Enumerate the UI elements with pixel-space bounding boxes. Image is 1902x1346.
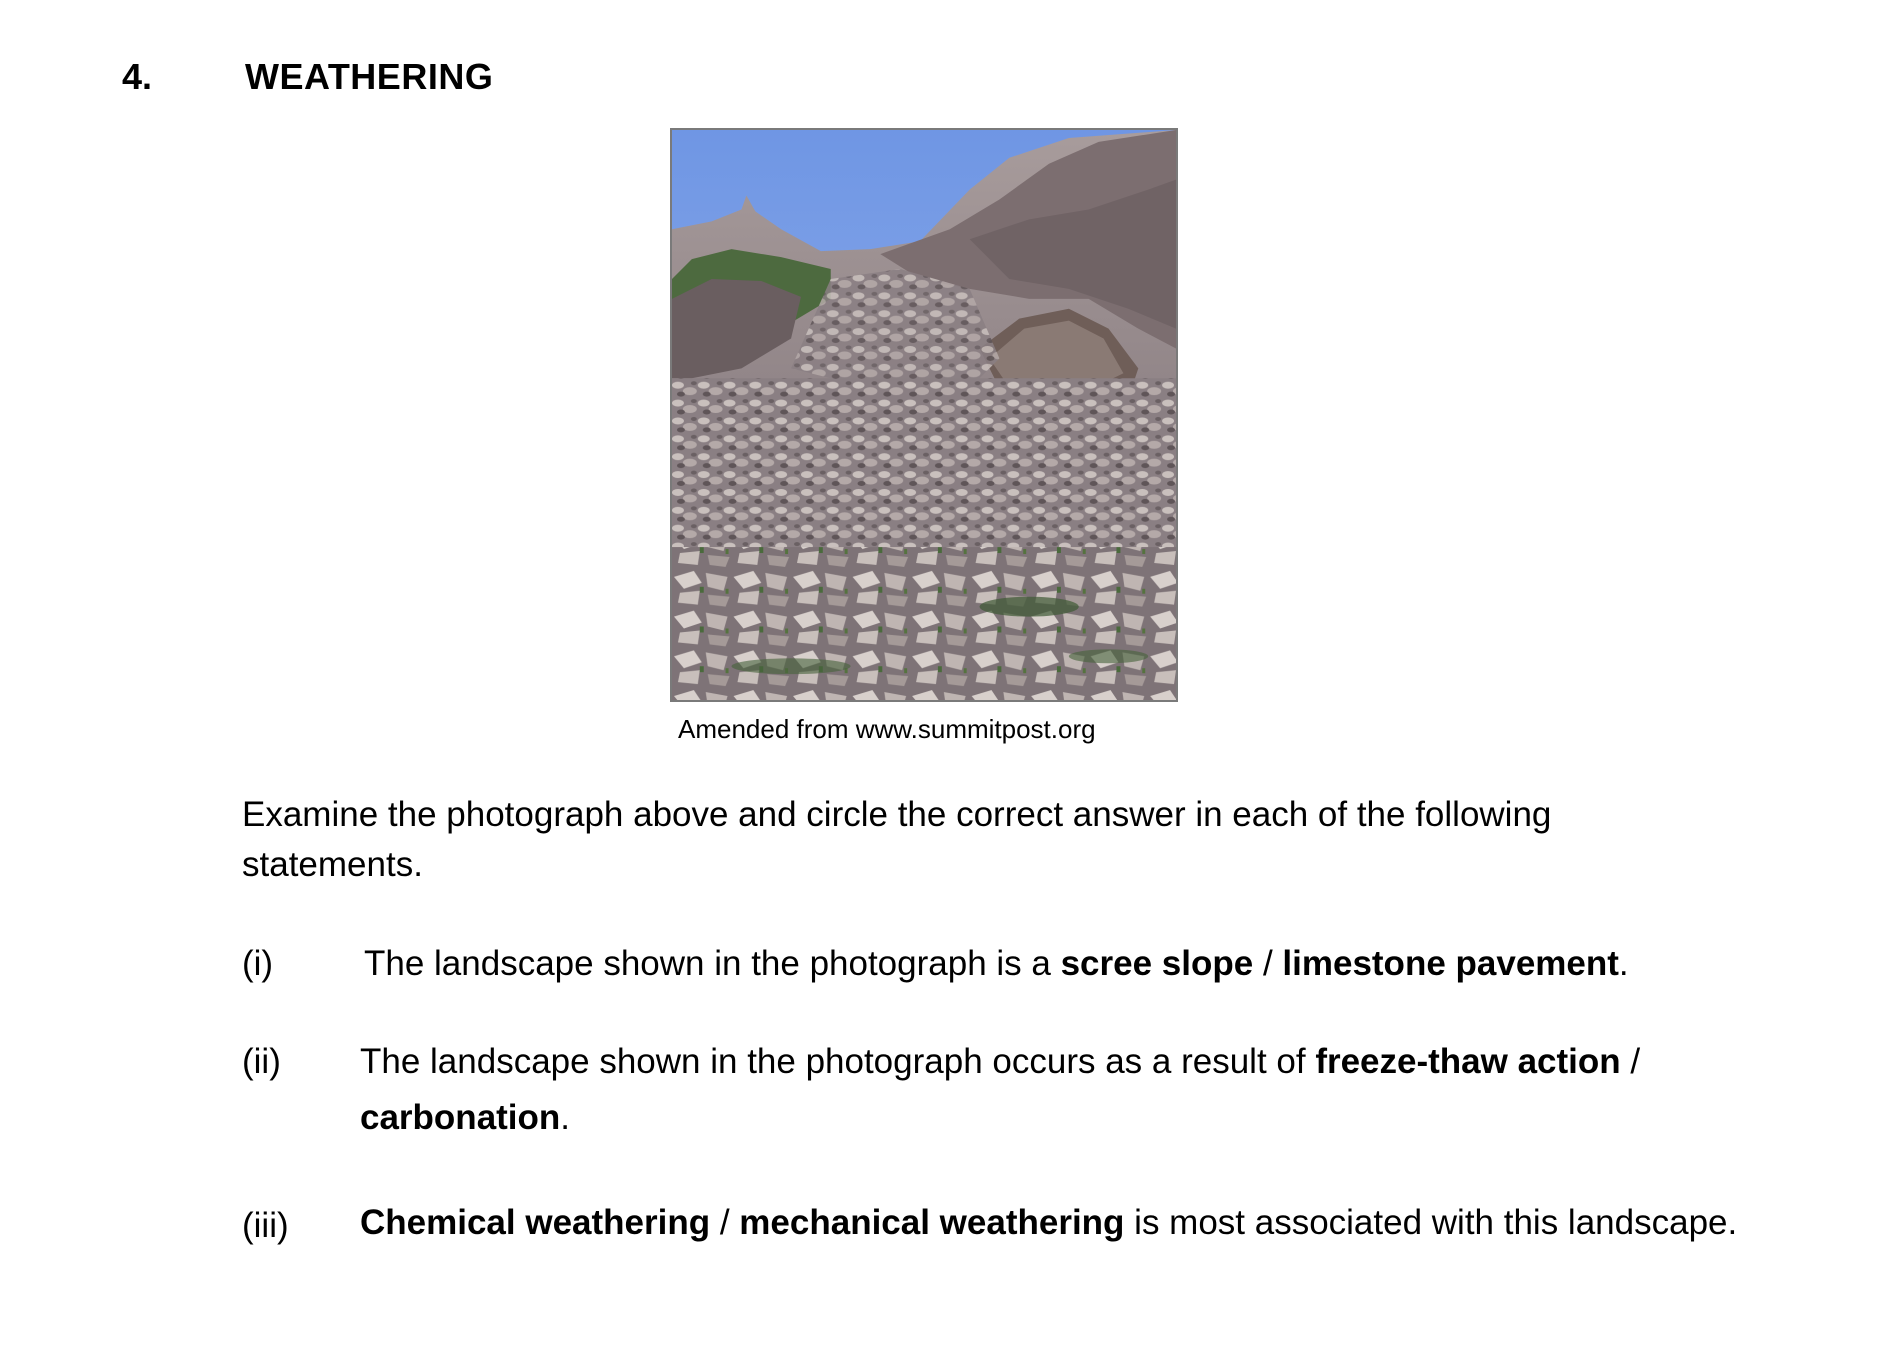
question-title: WEATHERING (245, 56, 494, 97)
answer-option-mechanical-weathering[interactable]: mechanical weathering (739, 1203, 1125, 1242)
statement-text (364, 936, 1744, 992)
answer-option-limestone-pavement[interactable]: limestone pavement (1282, 944, 1619, 983)
statement-suffix: is most associated with this landscape. (1124, 1203, 1738, 1242)
instructions-text: Examine the photograph above and circle the correct answer in each of the following statements. (242, 795, 1552, 884)
option-separator: / (1253, 944, 1283, 983)
question-number: 4. (122, 56, 153, 97)
statement-prefix: The landscape shown in the photograph occurs as a result of (360, 1042, 1316, 1081)
scree-slope-photo (670, 128, 1178, 702)
scree-slope-photo-icon (672, 130, 1176, 700)
statement-text (360, 1198, 1740, 1248)
statement-suffix: . (1618, 944, 1629, 983)
statement-suffix: . (560, 1098, 571, 1137)
statement-prefix: The landscape shown in the photograph is a (364, 944, 1061, 983)
option-separator: / (710, 1203, 740, 1242)
statement-text (360, 1034, 1740, 1146)
statement-number: (iii) (242, 1206, 289, 1245)
answer-option-carbonation[interactable]: carbonation (360, 1098, 561, 1137)
answer-option-scree-slope[interactable]: scree slope (1060, 944, 1254, 983)
photo-caption: Amended from www.summitpost.org (678, 714, 1096, 744)
answer-option-freeze-thaw-action[interactable]: freeze-thaw action (1315, 1042, 1621, 1081)
answer-option-chemical-weathering[interactable]: Chemical weathering (360, 1203, 711, 1242)
option-separator: / (1620, 1042, 1641, 1081)
statement-number: (ii) (242, 1042, 281, 1081)
statement-number: (i) (242, 944, 274, 983)
